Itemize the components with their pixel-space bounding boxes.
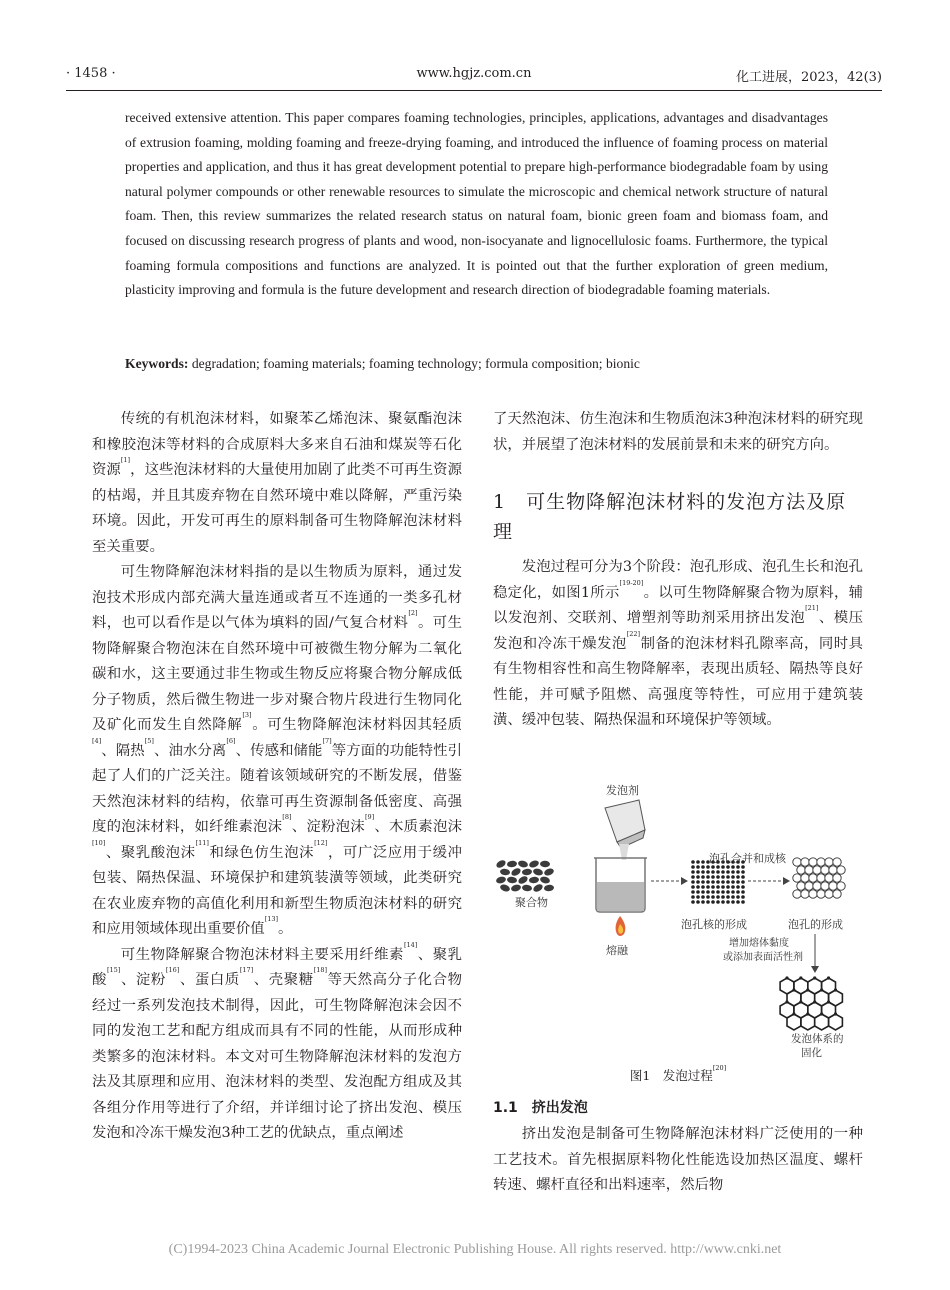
subsection-1-1-heading: 1.1 挤出发泡 [493,1100,588,1116]
arrow-down-icon [811,966,819,973]
right-column-top [493,407,863,458]
nucleus-dot [736,890,740,894]
foaming-agent-bag [605,800,645,860]
nucleus-dot [691,860,695,864]
figure-1-caption: 图1 发泡过程[20] [629,1064,727,1083]
hex-node [813,976,816,979]
nucleus-dot [711,865,715,869]
pellet [522,884,533,892]
citation[interactable]: [11] [195,838,209,847]
nucleus-dot [736,880,740,884]
pellet [495,876,506,885]
cell-bubble [805,882,813,890]
label-foaming-agent: 发泡剂 [606,784,639,797]
hex-node [799,1000,802,1003]
nucleus-dot [711,895,715,899]
nucleus-dot [711,890,715,894]
right-column-bottom [493,1122,863,1199]
nucleus-dot [741,865,745,869]
extrusion-paragraph: 挤出发泡是制备可生物降解泡沫材料广泛使用的一种工艺技术。首先根据原料物化性能选设加热区温度、螺杆转速、螺杆直径和出料速率，然后物 [493,1126,863,1193]
nucleus-dot [691,875,695,879]
nucleus-dot [706,885,710,889]
nucleus-dot [691,890,695,894]
nucleus-dot [701,880,705,884]
citation[interactable]: [4] [92,736,102,745]
nucleus-dot [721,885,725,889]
hex-node [799,976,802,979]
hex-node [834,988,837,991]
cell-bubble [825,890,833,898]
nucleus-dot [691,865,695,869]
nucleus-dot [731,880,735,884]
citation[interactable]: [1] [120,456,131,464]
nucleus-dot [721,875,725,879]
pellet [499,883,511,893]
nucleus-dot [706,895,710,899]
citation[interactable]: [15] [107,966,121,974]
hex-cell [829,1014,843,1030]
nucleus-dot [731,875,735,879]
nucleus-dot [711,880,715,884]
nucleus-dot [741,895,745,899]
nucleus-dot [736,870,740,874]
nucleus-dot [691,880,695,884]
citation[interactable]: [22] [626,629,641,638]
nucleus-dot [731,890,735,894]
nucleus-dot [721,880,725,884]
abstract-text [125,106,828,303]
hexagonal-network [780,976,842,1030]
label-viscosity-2: 或添加表面活性剂 [723,952,803,963]
nucleus-dot [716,885,720,889]
nucleus-dot [726,880,730,884]
nucleus-dot [741,875,745,879]
nucleus-dot [691,900,695,904]
nucleus-dot [696,875,700,879]
nucleus-dot [731,895,735,899]
label-viscosity-1: 增加熔体黏度 [729,938,789,949]
nucleus-dot [726,885,730,889]
citation[interactable]: [13] [264,915,279,923]
cell-bubble [801,874,809,882]
right-column-mid [493,555,863,734]
cell-bubble [793,858,801,866]
nucleus-dot [726,870,730,874]
nucleus-dot [736,865,740,869]
copyright-footer: (C)1994-2023 China Academic Journal Electronic Publishing House. All rights reserved. http://www.cnki.net [168,1242,782,1257]
citation[interactable]: [8] [282,813,292,821]
nucleus-dot [691,895,695,899]
nucleus-dot [696,870,700,874]
hex-node [820,1012,823,1015]
cell-bubble [793,890,801,898]
journal-url[interactable]: www.hgjz.com.cn [416,66,532,81]
nucleus-dot [696,890,700,894]
pellet [543,867,555,877]
keywords-label: Keywords: [125,356,189,371]
cell-bubble [809,858,817,866]
label-solidify-2: 固化 [801,1047,822,1059]
nucleus-dot [741,885,745,889]
label-polymer: 聚合物 [515,896,548,909]
cell-bubble [801,858,809,866]
nucleus-dot [696,885,700,889]
label-nucleation: 泡孔核的形成 [681,918,747,931]
pellet [507,860,518,868]
pellet [510,884,521,893]
nucleus-dot [731,870,735,874]
running-header [66,66,882,86]
nucleus-dot [721,870,725,874]
nucleus-dot [706,875,710,879]
hex-node [813,1000,816,1003]
cell-bubble [825,874,833,882]
pellet [540,861,550,868]
nucleus-dot [696,865,700,869]
nucleus-dot [711,900,715,904]
nucleus-dot [701,875,705,879]
nucleus-dot [736,885,740,889]
intro-paragraph-3: 可生物降解聚合物泡沫材料主要采用纤维素[14]、聚乳酸[15]、淀粉[16]、蛋白质[17]、壳聚糖[18]等天然高分子化合物经过一系列发泡技术制得，因此，可生物降解泡沫会因不同的发泡工艺和配方组成而具有不同的性能，从而形成种类繁多的泡沫材料。本文对可生物降解泡沫材料的发泡方法及其原理和应用、泡沫材料的类型、发泡配方组成及其各组分作用等进行了介绍，并详细讨论了挤出发泡、模压发泡和冷冻干燥发泡3种工艺的优缺点，重点阐述 [92,940,462,1141]
nucleus-dot [736,895,740,899]
nucleus-dot [726,875,730,879]
cell-bubble [829,866,837,874]
nucleus-dot [701,885,705,889]
nucleus-dot [726,865,730,869]
nucleus-dot [716,875,720,879]
citation[interactable]: [2] [408,609,418,617]
arrow-head-icon [783,877,790,885]
pellet [495,859,507,870]
nucleus-dot [706,900,710,904]
citation[interactable]: [3] [242,711,252,719]
cell-bubble [821,866,829,874]
nucleus-dot [701,890,705,894]
pellet [500,868,511,876]
cell-bubble [793,874,801,882]
cell-bubble [809,890,817,898]
nucleus-dot [711,875,715,879]
pellet [544,884,555,892]
hex-node [806,988,809,991]
nucleus-dot [716,870,720,874]
cell-bubble [817,890,825,898]
hex-node [792,1012,795,1015]
figure-1 [493,778,863,1061]
cell-bubble [813,882,821,890]
nucleus-dot [731,900,735,904]
cell-bubble [817,858,825,866]
label-solidify-1: 发泡体系的 [791,1033,844,1045]
pellet [528,859,540,869]
keywords-line [125,356,828,372]
nucleus-dot [726,900,730,904]
nucleus-dot [696,860,700,864]
nucleus-dot [726,895,730,899]
cell-bubble [813,866,821,874]
nucleus-dot [701,865,705,869]
cell-bubble [817,874,825,882]
nucleation-dot-grid [691,860,745,904]
foaming-process-diagram [493,778,863,1061]
cell-bubble [833,890,841,898]
intro-continuation: 了天然泡沫、仿生泡沫和生物质泡沫3种泡沫材料的研究现状，并展望了泡沫材料的发展前景和未来的研究方向。 [493,411,863,453]
cell-bubble [833,874,841,882]
citation[interactable]: [7] [322,736,332,745]
hex-cell [787,1014,801,1030]
nucleus-dot [691,885,695,889]
cell-bubble [837,882,845,890]
hex-node [827,976,830,979]
nucleus-dot [721,890,725,894]
cell-bubble [825,858,833,866]
polymer-pellets [495,859,555,894]
section-1-paragraph: 发泡过程可分为3个阶段：泡孔形成、泡孔生长和泡孔稳定化，如图1所示[19-20]。以可生物降解聚合物为原料，辅以发泡剂、交联剂、增塑剂等助剂采用挤出发泡[21]、模压发泡和冷冻干燥发泡[22]制备的泡沫材料孔隙率高，同时具有生物相容性和高生物降解率，表现出质轻、隔热等良好性能，并可赋予阻燃、高强度等特性，可应用于建筑装潢、缓冲包装、隔热保温和环境保护等领域。 [493,559,863,728]
nucleus-dot [701,895,705,899]
nucleus-dot [741,890,745,894]
citation[interactable]: [20] [712,1064,727,1072]
hex-node [792,988,795,991]
nucleus-dot [716,890,720,894]
intro-paragraph-2: 可生物降解泡沫材料指的是以生物质为原料，通过发泡技术形成内部充满大量连通或者互不连通的一类多孔材料，也可以看作是以气体为填料的固/气复合材料[2]。可生物降解聚合物泡沫在自然环境中可被微生物分解为二氧化碳和水，这主要通过非生物或生物反应将聚合物分解成低分子物质，然后微生物进一步对聚合物片段进行生物同化及矿化而发生自然降解[3]。可生物降解泡沫材料因其轻质[4]、隔热[5]、油水分离[6]、传感和储能[7]等方面的功能特性引起了人们的广泛关注。随着该领域研究的不断发展，借鉴天然泡沫材料的结构，依靠可再生资源制备低密度、高强度的泡沫材料，如纤维素泡沫[8]、淀粉泡沫[9]、木质素泡沫[10]、聚乳酸泡沫[11]和绿色仿生泡沫[12]，可广泛应用于缓冲包装、隔热保温、环境保护和建筑装潢等领域，此类研究在农业废弃物的高值化利用和新型生物质泡沫材料的研究和应用领域体现出重要价值[13]。 [92,564,462,937]
citation[interactable]: [14] [403,940,418,949]
cell-bubble [837,866,845,874]
beaker [594,858,647,912]
pellet [510,867,522,878]
hex-node [785,976,788,979]
hex-node [806,1012,809,1015]
cell-bubble [805,866,813,874]
left-column [92,407,462,1147]
citation[interactable]: [16] [165,966,180,974]
section-1-heading: 1 可生物降解泡沫材料的发泡方法及原理 [493,491,847,543]
nucleus-dot [716,895,720,899]
citation[interactable]: [9] [364,813,375,821]
cell-bubbles [793,858,845,898]
pellet [532,883,544,894]
nucleus-dot [711,885,715,889]
page-number: · 1458 · [66,66,116,81]
cell-bubble [801,890,809,898]
hex-node [827,1000,830,1003]
nucleus-dot [721,865,725,869]
nucleus-dot [696,880,700,884]
nucleus-dot [696,900,700,904]
nucleus-dot [711,870,715,874]
nucleus-dot [741,870,745,874]
nucleus-dot [706,880,710,884]
hex-cell [801,1014,815,1030]
label-cell-formation: 泡孔的形成 [788,918,843,931]
nucleus-dot [736,900,740,904]
citation[interactable]: [21] [805,604,819,612]
nucleus-dot [706,865,710,869]
nucleus-dot [741,900,745,904]
pellet [517,860,528,869]
nucleus-dot [701,900,705,904]
citation[interactable]: [12] [314,838,328,847]
flame-icon [616,916,626,936]
nucleus-dot [736,875,740,879]
nucleus-dot [721,895,725,899]
nucleus-dot [726,890,730,894]
keywords-list: degradation; foaming materials; foaming technology; formula composition; bionic [191,356,640,371]
cell-bubble [797,866,805,874]
intro-paragraph-1: 传统的有机泡沫材料，如聚苯乙烯泡沫、聚氨酯泡沫和橡胶泡沫等材料的合成原料大多来自石油和煤炭等石化资源[1]，这些泡沫材料的大量使用加剧了此类不可再生资源的枯竭，并且其废弃物在自然环境中难以降解，严重污染环境。因此，开发可再生的原料制备可生物降解泡沫材料至关重要。 [92,411,462,555]
header-rule [66,90,882,91]
arrow-head-icon [681,877,688,885]
pellet [539,876,550,885]
pellet [529,876,540,884]
nucleus-dot [701,860,705,864]
citation[interactable]: [17] [239,966,254,974]
nucleus-dot [716,900,720,904]
citation[interactable]: [10] [92,838,106,847]
nucleus-dot [691,870,695,874]
hex-node [820,988,823,991]
nucleus-dot [731,865,735,869]
citation[interactable]: [6] [226,736,236,745]
nucleus-dot [721,900,725,904]
nucleus-dot [696,895,700,899]
cell-bubble [833,858,841,866]
cell-bubble [809,874,817,882]
label-melt: 熔融 [606,944,628,957]
pellet [517,875,529,886]
nucleus-dot [716,880,720,884]
nucleus-dot [716,865,720,869]
hex-cell [815,1014,829,1030]
citation[interactable]: [18] [313,966,328,974]
citation[interactable]: [5] [144,736,154,745]
cell-bubble [829,882,837,890]
nucleus-dot [741,880,745,884]
hex-node [785,1000,788,1003]
cell-bubble [797,882,805,890]
pellet [532,868,543,877]
cell-bubble [821,882,829,890]
hex-node [834,1012,837,1015]
abstract-paragraph: received extensive attention. This paper compares foaming technologies, principles, applications, advantages and disadvantages of extrusion foaming, molding foaming and freeze-drying foaming, and introduced the influence of foaming process on material properties and application, and thus it has great development potential to prepare high-performance biodegradable foam by using natural polymer compounds or other renewable resources to simulate the microscopic and chemical network structure of natural foam. Then, this review summarizes the related research status on natural foam, bionic green foam and biomass foam, and focused on discussing research progress of plants and wood, non-isocyanate and lignocellulosic foams. Furthermore, the typical foaming formula compositions and functions are analyzed. It is pointed out that the further exploration of green medium, plasticity improving and formula is the future development and research direction of biodegradable foaming materials. [125,110,828,298]
label-merge: 泡孔合并和成核 [709,852,786,865]
nucleus-dot [706,870,710,874]
pellet [522,868,533,876]
citation[interactable]: [19-20] [619,578,644,587]
journal-citation: 化工进展，2023，42(3) [735,70,882,85]
pellet [507,876,518,884]
nucleus-dot [706,890,710,894]
nucleus-dot [731,885,735,889]
nucleus-dot [701,870,705,874]
